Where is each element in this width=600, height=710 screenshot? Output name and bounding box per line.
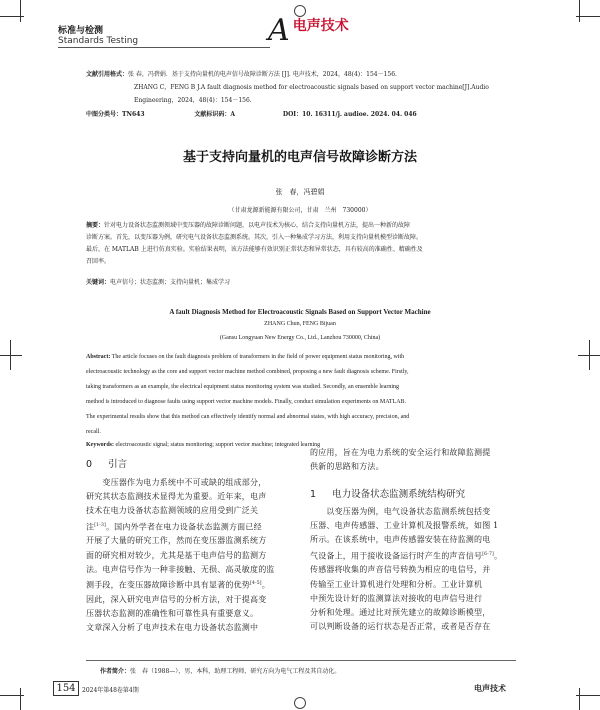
logo-text: 电声技术	[292, 18, 349, 34]
abstract-en-line: method is introduced to diagnose faults using support vector machine models. Finally, conduct simulation experiments on MATLAB.	[86, 399, 407, 405]
citation-label: 文献引用格式：	[86, 71, 129, 78]
section-0-body	[86, 476, 275, 636]
body-line: 测手段，在变压器故障诊断中具有显著的优势[4-5]。	[86, 580, 270, 590]
issue-info: 2024年第48卷第4期	[82, 687, 139, 694]
section-0-heading	[86, 456, 127, 470]
crop-mark	[579, 0, 580, 22]
abstract-cn-label: 摘要：	[86, 222, 105, 229]
body-line: 压器状态监测的准确性和可靠性具有重要意义。	[86, 609, 259, 619]
abstract-en-line: The article focuses on the fault diagnosis problem of transformers in the field of power equipment status monitoring, with	[110, 354, 405, 360]
abstract-en-line: taking transformers as an example, the electrical equipment status monitoring system was studied. Secondly, an ensemble learning	[86, 384, 400, 390]
body-line: 面的研究相对较少，尤其是基于电声信号的监测方	[86, 550, 267, 560]
abstract-cn-line: 召回率。	[86, 258, 111, 265]
body-line: 文章深入分析了电声技术在电力设备状态监测中	[86, 623, 259, 633]
body-line: 法。电声信号作为一种非接触、无损、高灵敏度的监	[86, 564, 275, 574]
abstract-en	[86, 350, 409, 440]
citation-ref[interactable]: [6-7]	[482, 551, 494, 557]
body-line: 因此，深入研究电声信号的分析方法，对于提高变	[86, 594, 267, 604]
body-line: 研究其状态监测技术显得尤为重要。近年来，电声	[86, 492, 267, 502]
doc-code-label: 文献标识码：	[194, 111, 231, 118]
keywords-cn-text: 电声信号；状态监测；支持向量机；集成学习	[110, 279, 231, 286]
abstract-en-line: electroacoustic technology as the core and support vector machine method combined, proposing a new fault diagnosis scheme. Firstly,	[86, 369, 409, 375]
crop-mark	[20, 688, 21, 710]
classification-line	[86, 109, 417, 120]
doi-value: 10. 16311/j. audioe. 2024. 04. 046	[302, 111, 417, 118]
paper-title-cn: 基于支持向量机的电声信号故障诊断方法	[182, 150, 417, 165]
body-line: 中预先设计好的监测算法对接收的电声信号进行	[310, 593, 483, 603]
crop-mark	[10, 340, 11, 370]
crop-mark	[20, 0, 21, 22]
body-line: 所示。在该系统中，电声传感器安装在待监测的电	[310, 535, 491, 545]
crop-mark	[0, 355, 22, 356]
section-1-title: 电力设备状态监测系统结构研究	[332, 489, 466, 500]
citation-ref[interactable]: [1-3]	[94, 522, 106, 528]
header-rule	[58, 47, 270, 48]
body-line: 气设备上，用于接收设备运行时产生的声音信号[6-7]。	[310, 551, 503, 561]
body-line: 可以判断设备的运行状态是否正常，或者是否存在	[310, 622, 491, 632]
crop-mark	[589, 340, 590, 370]
doi-label: DOI：	[282, 111, 303, 118]
authors-en: ZHANG Chun, FENG Bijuan	[264, 321, 336, 327]
doc-code-value: A	[230, 111, 236, 118]
clc-label: 中图分类号：	[86, 111, 123, 118]
section-name-en: Standards Testing	[58, 36, 139, 46]
crop-mark	[579, 688, 580, 710]
body-line: 变压器作为电力系统中不可或缺的组成部分，	[86, 478, 267, 487]
author-footnote	[100, 666, 340, 675]
page-number-box	[53, 681, 79, 696]
body-line: 传感器将收集的声音信号转换为相应的电信号，并	[310, 565, 491, 575]
section-0-title: 引言	[108, 459, 128, 470]
keywords-en-text: electroacoustic signal; status monitoring; support vector machine; integrated learning	[114, 442, 321, 448]
abstract-en-label: Abstract:	[86, 354, 111, 360]
affiliation-cn: （甘肃龙源新能源有限公司，甘肃 兰州 730000）	[228, 207, 372, 214]
section-name-cn: 标准与检测	[58, 26, 104, 36]
clc-value: TN643	[122, 111, 145, 118]
section-1-heading	[310, 486, 465, 500]
section-0-number: 0	[86, 459, 93, 470]
abstract-en-line: The experimental results show that this method can effectively identify normal and abnormal states, with high accuracy, precision, and	[86, 414, 410, 420]
body-line: 压器、电声传感器、工业计算机及报警系统，如图 1	[310, 521, 499, 531]
abstract-cn	[86, 221, 423, 266]
body-line: 供新的思路和方法。	[310, 462, 384, 472]
keywords-en	[86, 442, 320, 448]
citation-line-2: ZHANG C，FENG B J.A fault diagnosis method for electroacoustic signals based on support vector machine[J].Audio	[134, 84, 489, 91]
abstract-cn-line: 最后，在 MATLAB 上进行仿真实验。实验结果表明，该方法能够有效识别正常状态和异常状态，具有较高的准确性、精确性及	[86, 246, 423, 253]
body-line: 分析和处理。通过比对预先建立的故障诊断模型，	[310, 608, 491, 618]
right-column-top	[310, 446, 490, 474]
footnote-label: 作者简介：	[100, 668, 131, 675]
section-header	[58, 26, 138, 46]
footer-brand: 电声技术	[474, 684, 506, 693]
abstract-cn-line: 诊断方案。首先，以变压器为例，研究电气设备状态监测系统。其次，引入一种集成学习方法，利用支持向量机模型诊断故障。	[86, 234, 423, 241]
body-line: 开展了大量的研究工作，然而在变压器监测系统方	[86, 536, 267, 546]
keywords-cn	[86, 278, 230, 287]
keywords-en-label: Keywords:	[86, 442, 114, 448]
citation-line-1	[86, 69, 397, 80]
abstract-en-line: recall.	[86, 429, 101, 435]
keywords-cn-label: 关键词：	[86, 279, 111, 286]
citation-line-3: Engineering，2024，48(4)：154－156.	[134, 97, 252, 104]
citation-cn: 张 春，冯碧娟．基于支持向量机的电声信号故障诊断方法 [J]. 电声技术，2024，48(4)：154－156.	[128, 71, 397, 78]
body-line: 传输至工业计算机进行处理和分析。工业计算机	[310, 579, 483, 589]
body-line: 以变压器为例，电气设备状态监测系统包括变	[310, 507, 491, 516]
paper-title-en: A fault Diagnosis Method for Electroacoustic Signals Based on Support Vector Machine	[169, 308, 431, 316]
page-number: 154	[56, 683, 76, 694]
body-line: 注[1-3]。国内外学者在电力设备状态监测方面已经	[86, 522, 262, 532]
footnote-rule	[86, 660, 516, 661]
body-line: 技术在电力设备状态监测领域的应用受到广泛关	[86, 506, 259, 516]
citation-ref[interactable]: [4-5]	[250, 581, 262, 587]
section-1-number: 1	[310, 489, 317, 500]
logo-letter: A	[268, 13, 290, 48]
section-1-body	[310, 505, 502, 634]
body-line: 的应用，旨在为电力系统的安全运行和故障监测提	[310, 448, 491, 457]
affiliation-en: (Gansu Longyuan New Energy Co., Ltd., Lanzhou 730000, China)	[219, 335, 381, 341]
registration-mark	[294, 697, 306, 709]
abstract-cn-line: 针对电力设备状态监测领域中变压器的故障诊断问题，以电声技术为核心，结合支持向量机方法，提出一种新的故障	[104, 222, 411, 229]
journal-logo	[268, 13, 351, 48]
footnote-text: 张 春（1988—），男，本科，助理工程师，研究方向为电气工程及其自动化。	[130, 668, 341, 675]
authors-cn: 张 春，冯碧娟	[275, 188, 325, 196]
